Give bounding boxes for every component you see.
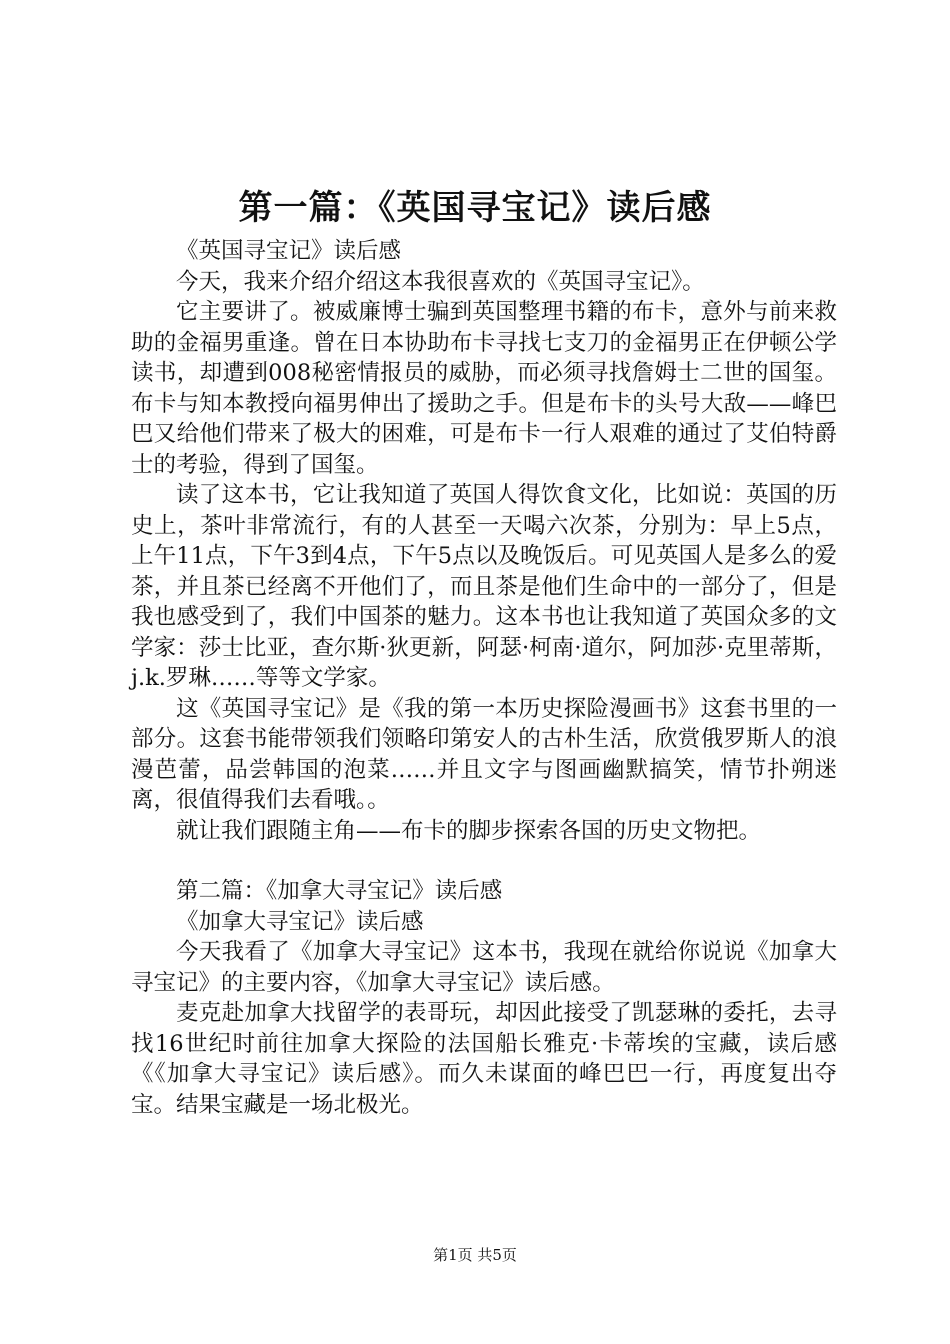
- section-divider: [131, 846, 837, 876]
- section2-subtitle: 《加拿大寻宝记》读后感: [176, 908, 424, 935]
- section1-paragraph: 读了这本书，它让我知道了英国人得饮食文化，比如说：英国的历史上，茶叶非常流行，有的人甚至一天喝六次茶，分别为：早上5点，上午11点，下午3到4点，下午5点以及晚饭后。可见英国人是多么的爱茶，并且茶已经离不开他们了，而且茶是他们生命中的一部分了，但是我也感受到了，我们中国茶的魅力。这本书也让我知道了英国众多的文学家：莎士比亚，查尔斯·狄更新，阿瑟·柯南·道尔，阿加莎·克里蒂斯，j.k.罗琳……等等文学家。: [131, 482, 837, 691]
- page-title: 第一篇：《英国寻宝记》读后感: [238, 188, 712, 228]
- section1-paragraph: 今天，我来介绍介绍这本我很喜欢的《英国寻宝记》。: [176, 268, 705, 295]
- section1-paragraph: 这《英国寻宝记》是《我的第一本历史探险漫画书》这套书里的一部分。这套书能带领我们领略印第安人的古朴生活，欣赏俄罗斯人的浪漫芭蕾，品尝韩国的泡菜……并且文字与图画幽默搞笑，情节扑朔迷离，很值得我们去看哦。。: [131, 695, 837, 813]
- section2-paragraph: 麦克赴加拿大找留学的表哥玩，却因此接受了凯瑟琳的委托，去寻找16世纪时前往加拿大探险的法国船长雅克·卡蒂埃的宝藏，读后感《《加拿大寻宝记》读后感》。而久未谋面的峰巴巴一行，再度复出夺宝。结果宝藏是一场北极光。: [131, 1000, 837, 1118]
- section2-paragraph: 今天我看了《加拿大寻宝记》这本书，我现在就给你说说《加拿大寻宝记》的主要内容，《加拿大寻宝记》读后感。: [131, 939, 837, 996]
- section1-paragraph: 就让我们跟随主角——布卡的脚步探索各国的历史文物把。: [176, 817, 762, 844]
- document-body: [131, 236, 837, 1120]
- page-number: 第1页 共5页: [433, 1246, 517, 1264]
- section1-paragraph: 它主要讲了。被威廉博士骗到英国整理书籍的布卡，意外与前来救助的金福男重逢。曾在日本协助布卡寻找七支刀的金福男正在伊顿公学读书，却遭到008秘密情报员的威胁，而必须寻找詹姆士二世的国玺。布卡与知本教授向福男伸出了援助之手。但是布卡的头号大敌——峰巴巴又给他们带来了极大的困难，可是布卡一行人艰难的通过了艾伯特爵士的考验，得到了国玺。: [131, 299, 837, 478]
- section1-subtitle: 《英国寻宝记》读后感: [176, 238, 402, 264]
- section2-heading: 第二篇：《加拿大寻宝记》读后感: [176, 878, 503, 904]
